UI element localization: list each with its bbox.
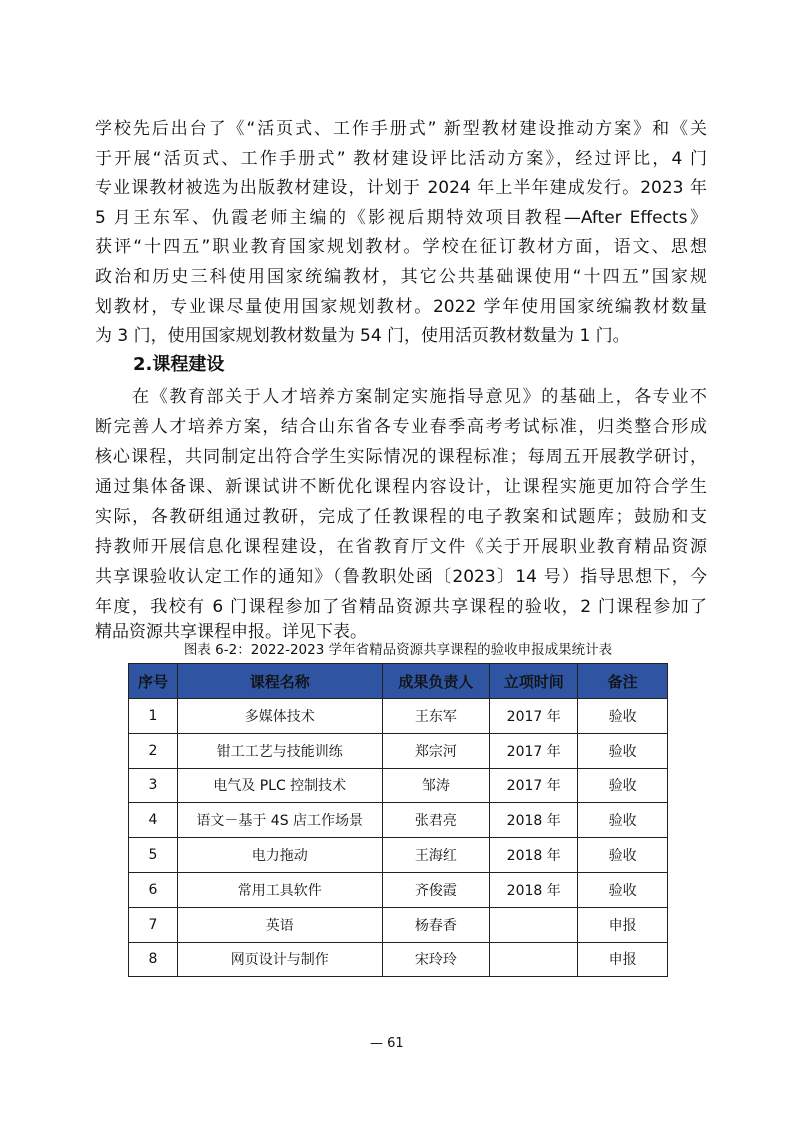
text-line: 精品资源共享课程申报。详见下表。 (95, 622, 367, 642)
cell-start-time: 2017 年 (490, 768, 578, 803)
cell-remark: 验收 (578, 733, 668, 768)
text-line: 共享课验收认定工作的通知》（鲁教职处函〔2023〕14 号）指导思想下，今 (95, 567, 707, 587)
table-header-row (129, 664, 668, 699)
cell-remark: 申报 (578, 907, 668, 942)
header-index: 序号 (129, 664, 178, 699)
cell-course-name: 语文－基于 4S 店工作场景 (177, 803, 382, 838)
text-line: 持教师开展信息化课程建设，在省教育厅文件《关于开展职业教育精品资源 (95, 537, 707, 557)
table-row (129, 768, 668, 803)
cell-remark: 申报 (578, 942, 668, 977)
cell-index: 5 (129, 838, 178, 873)
text-line: 为 3 门，使用国家规划教材数量为 54 门，使用活页教材数量为 1 门。 (95, 326, 630, 346)
course-table (128, 663, 668, 977)
cell-index: 7 (129, 907, 178, 942)
cell-index: 6 (129, 872, 178, 907)
cell-remark: 验收 (578, 872, 668, 907)
table-row (129, 699, 668, 734)
section-heading: 2.课程建设 (133, 354, 225, 375)
table-row (129, 733, 668, 768)
cell-course-name: 电气及 PLC 控制技术 (177, 768, 382, 803)
cell-index: 4 (129, 803, 178, 838)
cell-remark: 验收 (578, 768, 668, 803)
text-line: 于开展“活页式、工作手册式” 教材建设评比活动方案》，经过评比，4 门 (95, 148, 707, 169)
header-course-name: 课程名称 (177, 664, 382, 699)
header-start-time: 立项时间 (490, 664, 578, 699)
text-line: 学校先后出台了《“活页式、工作手册式” 新型教材建设推动方案》和《关 (95, 119, 707, 139)
text-line: 实际，各教研组通过教研，完成了任教课程的电子教案和试题库；鼓励和支 (95, 507, 707, 527)
cell-course-name: 多媒体技术 (177, 699, 382, 734)
header-remark: 备注 (578, 664, 668, 699)
cell-course-name: 电力拖动 (177, 838, 382, 873)
cell-start-time: 2018 年 (490, 803, 578, 838)
cell-start-time: 2018 年 (490, 838, 578, 873)
cell-owner: 王东军 (382, 699, 490, 734)
cell-index: 2 (129, 733, 178, 768)
cell-remark: 验收 (578, 803, 668, 838)
page-number: — 61 (370, 1036, 404, 1051)
text-line: 5 月王东军、仇霞老师主编的《影视后期特效项目教程—After Effects》 (95, 207, 707, 228)
cell-index: 3 (129, 768, 178, 803)
table-caption: 图表 6-2：2022-2023 学年省精品资源共享课程的验收申报成果统计表 (183, 642, 613, 658)
text-line: 获评“十四五”职业教育国家规划教材。学校在征订教材方面，语文、思想 (95, 237, 707, 258)
cell-course-name: 网页设计与制作 (177, 942, 382, 977)
cell-course-name: 钳工工艺与技能训练 (177, 733, 382, 768)
text-line: 在《教育部关于人才培养方案制定实施指导意见》的基础上，各专业不 (95, 387, 707, 407)
cell-owner: 王海红 (382, 838, 490, 873)
cell-owner: 郑宗河 (382, 733, 490, 768)
cell-owner: 齐俊霞 (382, 872, 490, 907)
cell-start-time: 2018 年 (490, 872, 578, 907)
cell-course-name: 英语 (177, 907, 382, 942)
text-line: 断完善人才培养方案，结合山东省各专业春季高考考试标准，归类整合形成 (95, 417, 707, 437)
cell-owner: 邹涛 (382, 768, 490, 803)
table-row (129, 907, 668, 942)
cell-index: 8 (129, 942, 178, 977)
text-line: 通过集体备课、新课试讲不断优化课程内容设计，让课程实施更加符合学生 (95, 477, 707, 497)
cell-remark: 验收 (578, 699, 668, 734)
cell-course-name: 常用工具软件 (177, 872, 382, 907)
header-owner: 成果负责人 (382, 664, 490, 699)
cell-start-time (490, 907, 578, 942)
text-line: 划教材，专业课尽量使用国家规划教材。2022 学年使用国家统编教材数量 (95, 296, 707, 317)
cell-index: 1 (129, 699, 178, 734)
cell-remark: 验收 (578, 838, 668, 873)
text-line: 政治和历史三科使用国家统编教材，其它公共基础课使用“十四五”国家规 (95, 267, 707, 287)
cell-start-time (490, 942, 578, 977)
cell-owner: 宋玲玲 (382, 942, 490, 977)
table-row (129, 803, 668, 838)
table-row (129, 838, 668, 873)
cell-start-time: 2017 年 (490, 699, 578, 734)
text-line: 年度，我校有 6 门课程参加了省精品资源共享课程的验收，2 门课程参加了 (95, 597, 707, 617)
cell-owner: 张君亮 (382, 803, 490, 838)
table-row (129, 872, 668, 907)
text-line: 核心课程，共同制定出符合学生实际情况的课程标准；每周五开展教学研讨， (95, 447, 707, 467)
text-line: 专业课教材被选为出版教材建设，计划于 2024 年上半年建成发行。2023 年 (95, 178, 707, 199)
cell-start-time: 2017 年 (490, 733, 578, 768)
cell-owner: 杨春香 (382, 907, 490, 942)
table-row (129, 942, 668, 977)
